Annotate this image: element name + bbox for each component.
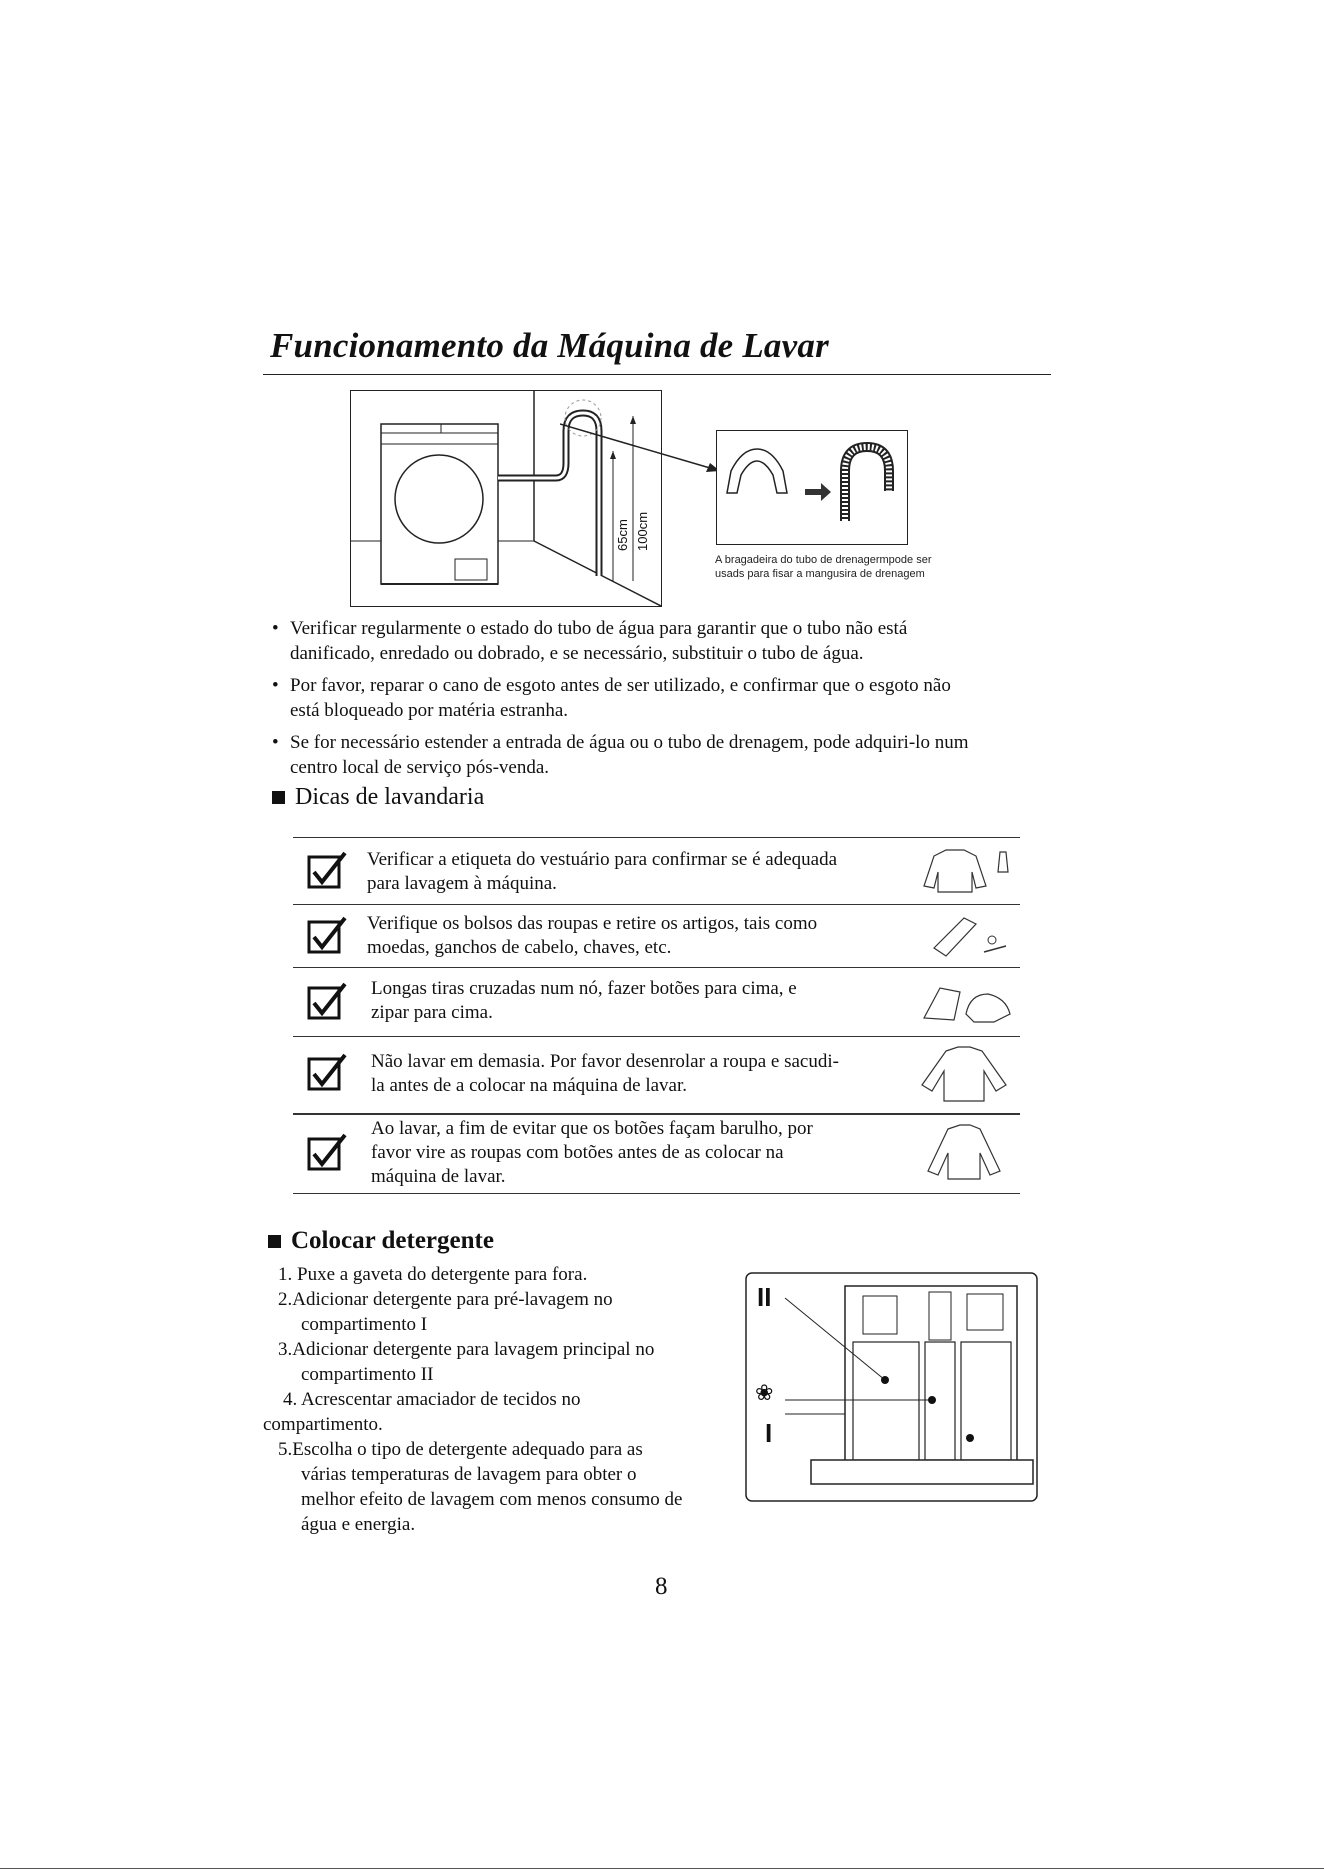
checkbox-checked-icon	[307, 1053, 349, 1093]
tip-text	[371, 977, 797, 1025]
compartment-label-main-wash: II	[757, 1282, 772, 1312]
maintenance-bullet-list	[270, 616, 1060, 787]
detergent-step-line: compartimento.	[263, 1414, 383, 1435]
inside-out-shirt-icon	[914, 1123, 1014, 1183]
detergent-step-line: 4. Acrescentar amaciador de tecidos no	[283, 1389, 581, 1410]
compartment-label-prewash: I	[765, 1418, 773, 1448]
checkbox-checked-icon	[307, 916, 349, 956]
detergent-step-line: 3.Adicionar detergente para lavagem principal no	[278, 1339, 655, 1360]
tip-text-line: para lavagem à máquina.	[367, 873, 557, 894]
bullet-symbol: •	[272, 618, 279, 639]
tip-text-line: Ao lavar, a fim de evitar que os botões façam barulho, por	[371, 1118, 813, 1139]
bullet-text-line: Se for necessário estender a entrada de água ou o tubo de drenagem, pode adquiri-lo num	[290, 732, 969, 753]
tip-text-line: Verifique os bolsos das roupas e retire os artigos, tais como	[367, 913, 818, 934]
bullet-text-line: Por favor, reparar o cano de esgoto antes de ser utilizado, e confirmar que o esgoto não	[290, 675, 951, 696]
page-bottom-rule	[0, 1868, 1324, 1869]
sweater-icon	[914, 1045, 1014, 1105]
tip-row	[293, 837, 1020, 905]
figure-caption-line: A bragadeira do tubo de drenagermpode ser	[715, 554, 932, 566]
laundry-tips-heading	[272, 784, 484, 811]
tip-text	[367, 912, 817, 960]
detergent-heading-text: Colocar detergente	[291, 1227, 494, 1254]
detergent-step-line: várias temperaturas de lavagem para obter o	[301, 1464, 637, 1485]
bullet-symbol: •	[272, 732, 279, 753]
tip-row	[293, 1037, 1020, 1114]
tip-text-line: máquina de lavar.	[371, 1166, 506, 1187]
height-label-65cm: 65cm	[615, 519, 630, 551]
pointer-arrow	[560, 420, 725, 480]
detergent-step-line: 1. Puxe a gaveta do detergente para fora.	[278, 1264, 588, 1285]
tip-text-line: Não lavar em demasia. Por favor desenrolar a roupa e sacudi-	[371, 1051, 839, 1072]
tip-text-line: la antes de a colocar na máquina de lavar.	[371, 1075, 687, 1096]
tip-text-line: Longas tiras cruzadas num nó, fazer botões para cima, e	[371, 978, 797, 999]
title-underline	[263, 374, 1051, 375]
bullet-item	[270, 730, 1060, 780]
tip-text	[371, 1050, 839, 1098]
laundry-tips-heading-text: Dicas de lavandaria	[295, 784, 485, 810]
sweater-label-icon	[914, 842, 1014, 898]
bullet-text-line: está bloqueado por matéria estranha.	[290, 700, 569, 721]
tied-garment-icon	[914, 974, 1014, 1030]
figure-caption	[715, 553, 995, 581]
bullet-text-line: Verificar regularmente o estado do tubo de água para garantir que o tubo não está	[290, 618, 908, 639]
detergent-step-line: 2.Adicionar detergente para pré-lavagem no	[278, 1289, 613, 1310]
page-number: 8	[655, 1573, 668, 1600]
tip-text	[367, 848, 837, 896]
square-bullet-icon	[272, 791, 285, 804]
detergent-heading	[268, 1227, 494, 1255]
tip-text-line: favor vire as roupas com botões antes de as colocar na	[371, 1142, 784, 1163]
checkbox-checked-icon	[307, 982, 349, 1022]
detergent-step-line: compartimento II	[301, 1364, 434, 1385]
figure-caption-line: usads para fisar a mangusira de drenagem	[715, 568, 925, 580]
bullet-symbol: •	[272, 675, 279, 696]
bullet-item	[270, 673, 1060, 723]
bullet-text-line: centro local de serviço pós-venda.	[290, 757, 550, 778]
laundry-tips-table	[293, 837, 1020, 1194]
height-label-100cm: 100cm	[635, 511, 650, 551]
bullet-text-line: danificado, enredado ou dobrado, e se necessário, substituir o tubo de água.	[290, 643, 864, 664]
tip-row	[293, 968, 1020, 1037]
hose-clip-drawing	[717, 431, 907, 544]
page-title: Funcionamento da Máquina de Lavar	[270, 326, 829, 365]
hose-clip-detail-figure	[716, 430, 908, 545]
pocket-items-icon	[914, 908, 1014, 964]
bullet-item	[270, 616, 1060, 666]
detergent-drawer-figure	[745, 1272, 1038, 1502]
tip-row	[293, 905, 1020, 968]
tip-text	[371, 1117, 813, 1189]
checkbox-checked-icon	[307, 851, 349, 891]
detergent-step-line: melhor efeito de lavagem com menos consumo de	[301, 1489, 683, 1510]
tip-row	[293, 1114, 1020, 1194]
detergent-step-line: compartimento I	[301, 1314, 428, 1335]
detergent-steps	[263, 1262, 743, 1537]
tip-text-line: Verificar a etiqueta do vestuário para confirmar se é adequada	[367, 849, 838, 870]
tip-text-line: zipar para cima.	[371, 1002, 493, 1023]
tip-text-line: moedas, ganchos de cabelo, chaves, etc.	[367, 937, 672, 958]
detergent-step-line: 5.Escolha o tipo de detergente adequado para as	[278, 1439, 643, 1460]
softener-flower-icon: ❀	[755, 1381, 774, 1406]
detergent-step-line: água e energia.	[301, 1514, 416, 1535]
checkbox-checked-icon	[307, 1133, 349, 1173]
square-bullet-icon	[268, 1235, 281, 1248]
